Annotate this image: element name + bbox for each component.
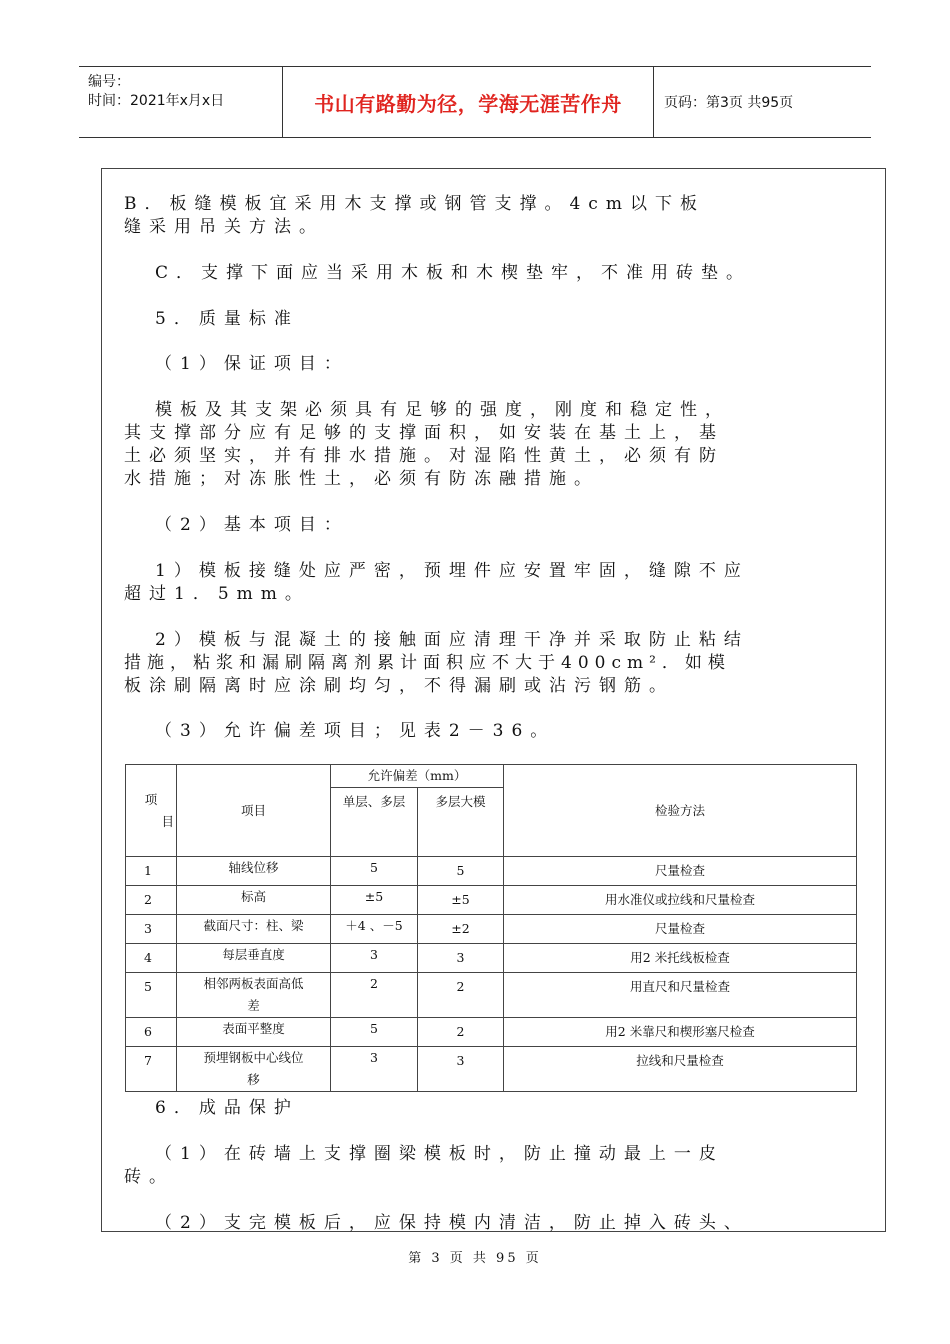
paragraph-c: C．支撑下面应当采用木板和木楔垫牢，不准用砖垫。 (155, 263, 752, 283)
basic2-line2: 措施，粘浆和漏刷隔离剂累计面积应不大于400cm²．如模 (124, 653, 731, 673)
cell-single: 3 (331, 944, 418, 973)
cell-method: 尺量检查 (504, 857, 857, 886)
section-5-title: 5．质量标准 (155, 309, 299, 329)
cell-method: 用水准仪或拉线和尺量检查 (504, 886, 857, 915)
table-row (126, 857, 857, 886)
subsection-3-title: （3）允许偏差项目；见表2－36。 (155, 721, 556, 741)
cell-single: 5 (331, 857, 418, 886)
table-row (126, 1018, 857, 1047)
cell-no: 1 (126, 857, 177, 886)
cell-single: 2 (331, 973, 418, 1018)
cell-no: 6 (126, 1018, 177, 1047)
basic2-line3: 板涂刷隔离时应涂刷均匀，不得漏刷或沾污钢筋。 (124, 676, 674, 696)
document-number-label: 编号： (88, 74, 130, 90)
protect1-line1: （1）在砖墙上支撑圈梁模板时，防止撞动最上一皮 (155, 1144, 724, 1164)
table-row (126, 1047, 857, 1092)
tolerance-table (125, 764, 857, 1092)
guarantee-line1: 模板及其支架必须具有足够的强度，刚度和稳定性， (155, 400, 730, 420)
guarantee-line4: 水措施；对冻胀性土，必须有防冻融措施。 (124, 469, 599, 489)
header-multi-large: 多层大模 (418, 788, 504, 857)
basic1-line2: 超过1．5mm。 (124, 584, 310, 604)
cell-multi: 2 (418, 1018, 504, 1047)
cell-no: 3 (126, 915, 177, 944)
subsection-2-title: （2）基本项目： (155, 515, 349, 535)
cell-multi: 5 (418, 857, 504, 886)
cell-single: ±5 (331, 886, 418, 915)
subsection-1-title: （1）保证项目： (155, 354, 349, 374)
cell-multi: ±2 (418, 915, 504, 944)
cell-no: 5 (126, 973, 177, 1018)
header-meta (79, 67, 282, 137)
cell-item: 相邻两板表面高低差 (177, 973, 331, 1018)
cell-no: 4 (126, 944, 177, 973)
protect1-line2: 砖。 (124, 1167, 174, 1187)
cell-item: 标高 (177, 886, 331, 915)
cell-item: 表面平整度 (177, 1018, 331, 1047)
header-item: 项目 (177, 765, 331, 857)
cell-method: 尺量检查 (504, 915, 857, 944)
cell-no: 2 (126, 886, 177, 915)
header-method: 检验方法 (504, 765, 857, 857)
cell-item: 预埋钢板中心线位移 (177, 1047, 331, 1092)
cell-multi: 2 (418, 973, 504, 1018)
cell-item: 每层垂直度 (177, 944, 331, 973)
protect2-line1: （2）支完模板后，应保持模内清洁，防止掉入砖头、 (155, 1213, 749, 1233)
cell-multi: ±5 (418, 886, 504, 915)
cell-single: 3 (331, 1047, 418, 1092)
paragraph-b-line2: 缝采用吊关方法。 (124, 217, 324, 237)
header-page-info: 页码：第3页 共95页 (664, 95, 794, 111)
table-row (126, 973, 857, 1018)
cell-item: 轴线位移 (177, 857, 331, 886)
cell-method: 拉线和尺量检查 (504, 1047, 857, 1092)
table-row (126, 886, 857, 915)
basic1-line1: 1）模板接缝处应严密，预埋件应安置牢固，缝隙不应 (155, 561, 749, 581)
guarantee-line2: 其支撑部分应有足够的支撑面积，如安装在基土上，基 (124, 423, 724, 443)
table-row (126, 944, 857, 973)
table-row (126, 915, 857, 944)
header-single-multi: 单层、多层 (331, 788, 418, 857)
basic2-line1: 2）模板与混凝土的接触面应清理干净并采取防止粘结 (155, 630, 749, 650)
header-no: 项 目 (126, 765, 177, 857)
cell-method: 用直尺和尺量检查 (504, 973, 857, 1018)
cell-multi: 3 (418, 1047, 504, 1092)
cell-method: 用2 米靠尺和楔形塞尺检查 (504, 1018, 857, 1047)
header-motto: 书山有路勤为径，学海无涯苦作舟 (314, 91, 622, 116)
header-deviation: 允许偏差（mm） (331, 765, 504, 788)
paragraph-b-line1: B．板缝模板宜采用木支撑或钢管支撑。4cm以下板 (124, 194, 705, 214)
cell-single: ＋4 、－5 (331, 915, 418, 944)
cell-item: 截面尺寸：柱、梁 (177, 915, 331, 944)
guarantee-line3: 土必须坚实，并有排水措施。对湿陷性黄土，必须有防 (124, 446, 724, 466)
cell-method: 用2 米托线板检查 (504, 944, 857, 973)
cell-no: 7 (126, 1047, 177, 1092)
cell-single: 5 (331, 1018, 418, 1047)
document-time-label: 时间：2021年x月x日 (88, 93, 225, 109)
page-header (79, 66, 871, 138)
section-6-title: 6．成品保护 (155, 1098, 299, 1118)
table-header-row (126, 765, 857, 788)
page-footer: 第 3 页 共 95 页 (408, 1251, 542, 1266)
cell-multi: 3 (418, 944, 504, 973)
